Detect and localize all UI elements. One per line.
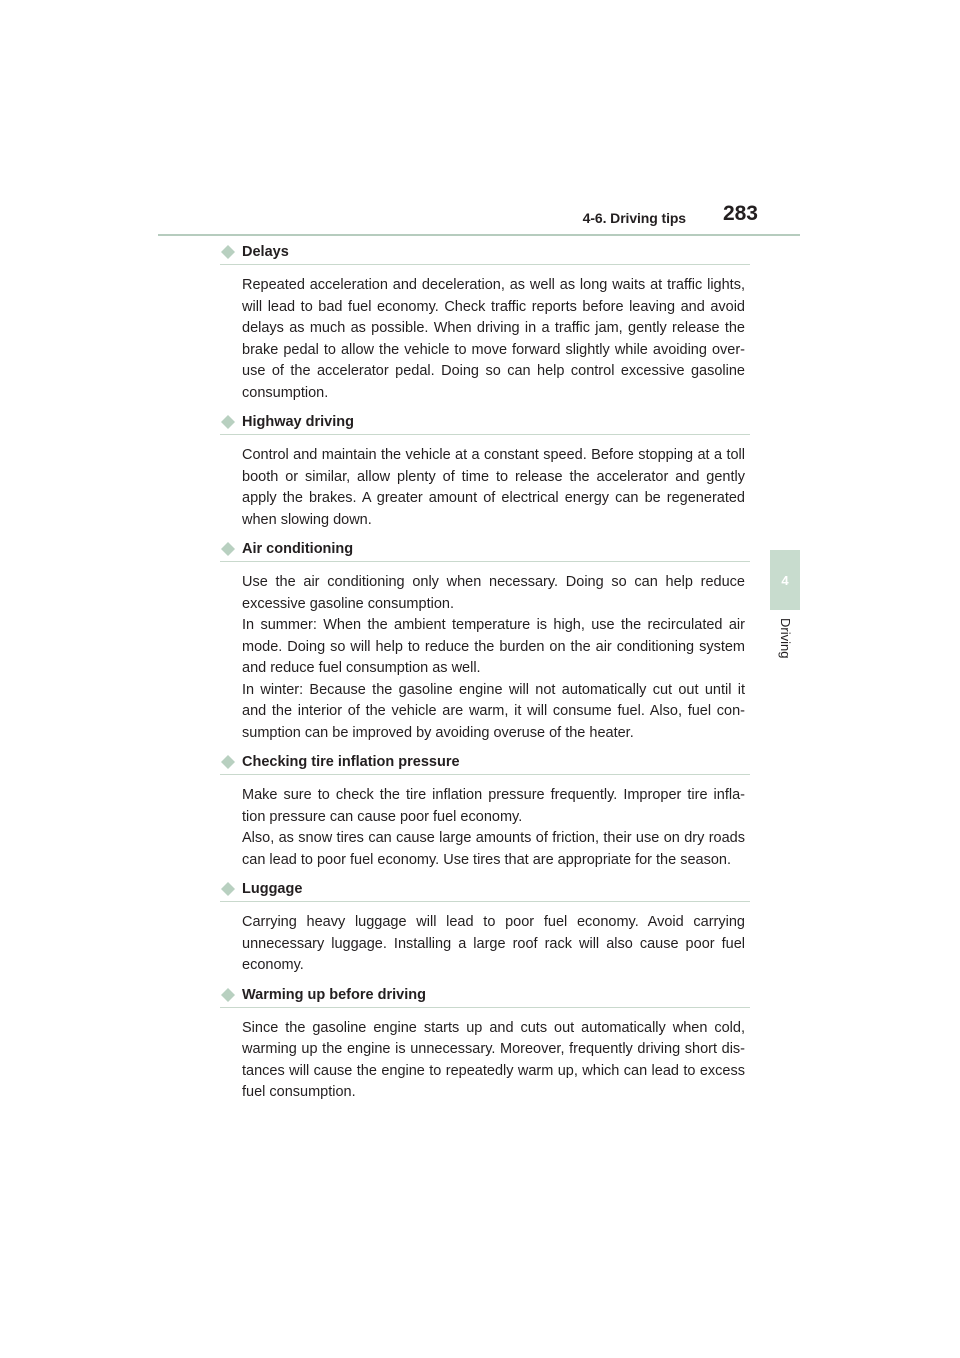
section-heading xyxy=(220,752,750,775)
chapter-tab xyxy=(770,550,800,610)
section-title-text: Highway driving xyxy=(242,414,354,430)
section xyxy=(220,879,750,977)
section-heading xyxy=(220,242,750,265)
body-paragraph: Carrying heavy luggage will lead to poor fuel economy. Avoid carrying unnecessary luggage. Installing a large roof rack will also cause poor fuel economy. xyxy=(242,914,745,973)
body-paragraph: Repeated acceleration and deceleration, as well as long waits at traffic lights, will lead to bad fuel economy. Check traffic reports before leaving and avoid delays as much as possible. When driving in a traffic jam, gently release the brake pedal to allow the vehicle to move forward slightly while avoiding over-use of the accelerator pedal. Doing so can help control excessive gasoline consumption. xyxy=(242,277,745,401)
page-number: 283 xyxy=(722,202,758,225)
page-content xyxy=(220,242,750,1112)
chapter-label: Driving xyxy=(778,618,793,659)
section xyxy=(220,242,750,404)
header-rule xyxy=(158,234,800,236)
section-title: 4-6. Driving tips xyxy=(582,210,686,226)
chapter-number: 4 xyxy=(781,573,789,588)
section-title-text: Delays xyxy=(242,244,289,260)
body-paragraph: Control and maintain the vehicle at a constant speed. Before stopping at a toll booth or similar, allow plenty of time to release the accelerator and gently apply the brakes. A greater amount of electrical energy can be regenerated when slowing down. xyxy=(242,447,745,528)
body-paragraph: Since the gasoline engine starts up and cuts out automatically when cold, warming up the engine is unnecessary. Moreover, frequently driving short dis-tances will cause the engine to repeatedly warm up, which can lead to excess fuel consumption. xyxy=(242,1019,745,1100)
section xyxy=(220,412,750,531)
page-header xyxy=(158,200,800,236)
section xyxy=(220,985,750,1104)
section-heading xyxy=(220,539,750,562)
section-title-text: Warming up before driving xyxy=(242,986,426,1003)
section-heading xyxy=(220,879,750,902)
section xyxy=(220,752,750,871)
diamond-icon xyxy=(220,987,236,1003)
section-heading xyxy=(220,412,750,435)
body-paragraph: Use the air conditioning only when necessary. Doing so can help reduce excessive gasoline consumption. xyxy=(242,574,745,612)
diamond-icon xyxy=(220,414,236,430)
section-title-text: Checking tire inflation pressure xyxy=(242,754,460,770)
section-title-text: Air conditioning xyxy=(242,541,354,557)
section xyxy=(220,539,750,744)
body-paragraph: Make sure to check the tire inflation pressure frequently. Improper tire infla-tion pressure can cause poor fuel economy. xyxy=(242,787,745,825)
diamond-icon xyxy=(220,754,236,770)
body-paragraph: Also, as snow tires can cause large amounts of friction, their use on dry roads can lead to poor fuel economy. Use tires that are appropriate for the season. xyxy=(242,830,745,868)
section-title-text: Luggage xyxy=(242,881,303,897)
diamond-icon xyxy=(220,881,236,897)
section-heading xyxy=(220,985,750,1008)
diamond-icon xyxy=(220,541,236,557)
body-paragraph: In winter: Because the gasoline engine will not automatically cut out until it and the interior of the vehicle are warm, it will consume fuel. Also, fuel con-sumption can be improved by avoiding overuse of the heater. xyxy=(242,681,745,741)
diamond-icon xyxy=(220,244,236,260)
body-paragraph: In summer: When the ambient temperature is high, use the recirculated air mode. Doing so will help to reduce the burden on the air conditioning system and reduce fuel consumption as well. xyxy=(242,617,745,676)
